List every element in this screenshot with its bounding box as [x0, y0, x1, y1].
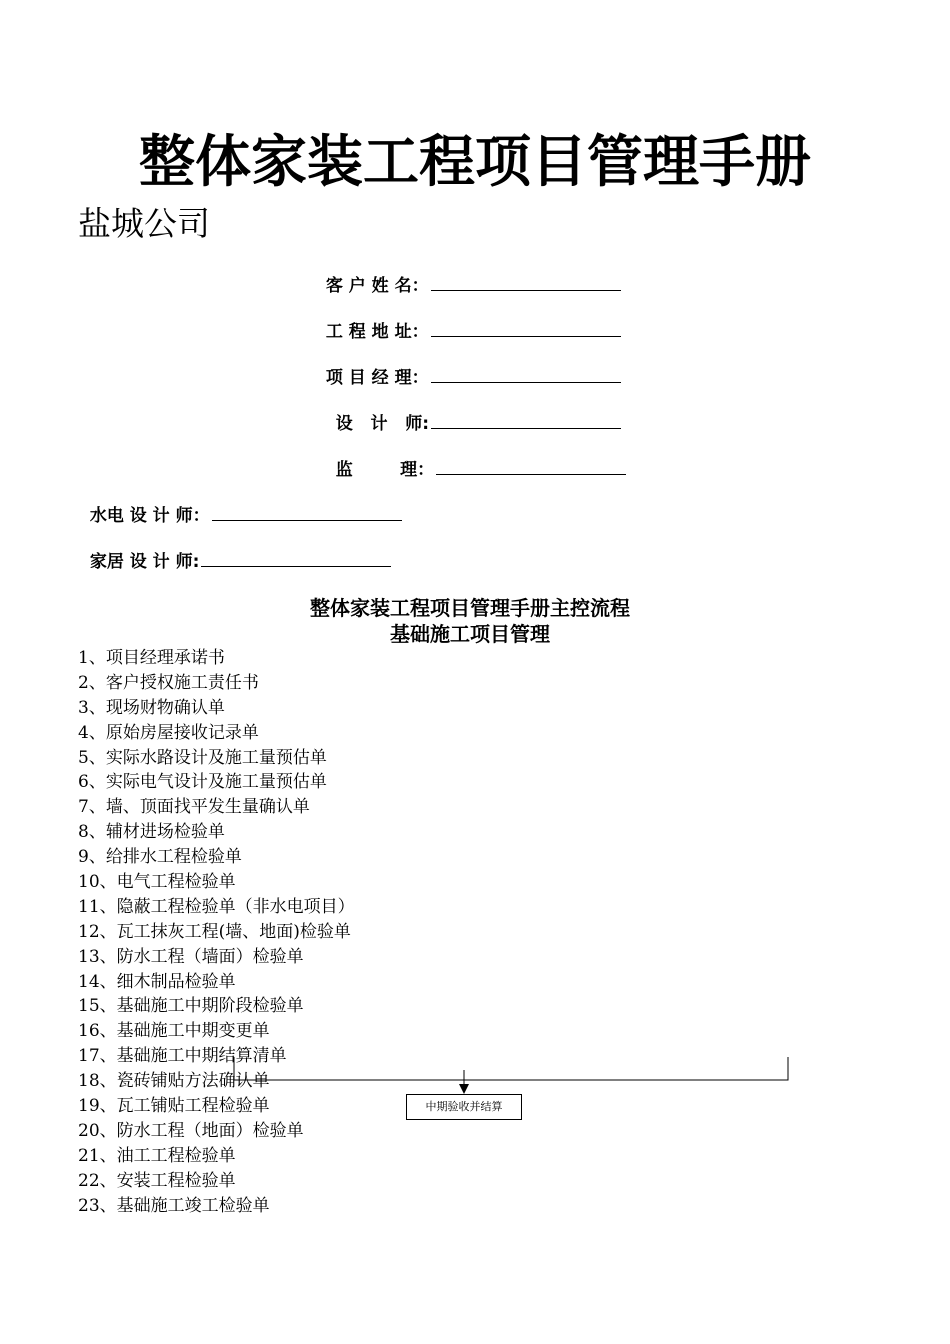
settlement-box: 中期验收并结算	[406, 1094, 522, 1120]
project-manager-label: 项 目 经 理：	[325, 368, 429, 388]
list-item: 14、细木制品检验单	[78, 971, 236, 992]
designer-blank[interactable]	[431, 411, 621, 429]
plumbing-designer-field	[78, 479, 402, 528]
list-item: 21、油工工程检验单	[78, 1145, 236, 1166]
supervisor-label: 监 理：	[329, 460, 435, 480]
list-item: 6、实际电气设计及施工量预估单	[78, 772, 327, 793]
list-item: 12、瓦工抹灰工程(墙、地面)检验单	[78, 921, 351, 942]
project-address-field	[314, 295, 621, 344]
list-item: 1、项目经理承诺书	[78, 648, 225, 668]
designer-field	[318, 387, 621, 436]
list-item: 2、客户授权施工责任书	[78, 672, 259, 693]
list-item: 23、基础施工竣工检验单	[78, 1195, 270, 1216]
plumbing-designer-blank[interactable]	[212, 503, 402, 521]
plumbing-designer-label: 水电 设 计 师：	[89, 506, 210, 526]
list-item: 7、墙、顶面找平发生量确认单	[78, 797, 310, 818]
list-item: 16、基础施工中期变更单	[78, 1021, 270, 1042]
list-item: 9、给排水工程检验单	[78, 847, 242, 868]
flow-title: 整体家装工程项目管理手册主控流程	[310, 596, 630, 620]
home-designer-field	[78, 525, 391, 574]
project-manager-field	[314, 341, 621, 390]
list-item: 17、基础施工中期结算清单	[78, 1046, 287, 1067]
list-item: 11、隐蔽工程检验单（非水电项目）	[78, 896, 355, 917]
list-item: 4、原始房屋接收记录单	[78, 722, 259, 743]
project-address-label: 工 程 地 址：	[325, 322, 429, 342]
flow-item-list	[78, 646, 355, 1218]
list-item: 18、瓷砖铺贴方法确认单	[78, 1071, 270, 1092]
customer-name-field	[314, 249, 621, 298]
project-address-blank[interactable]	[431, 319, 621, 337]
designer-label: 设 计 师:	[329, 414, 430, 434]
list-item: 10、电气工程检验单	[78, 872, 236, 893]
customer-name-label: 客 户 姓 名：	[325, 276, 429, 296]
home-designer-label: 家居 设 计 师:	[89, 552, 200, 572]
supervisor-field	[318, 433, 626, 482]
list-item: 3、现场财物确认单	[78, 697, 225, 718]
list-item: 5、实际水路设计及施工量预估单	[78, 747, 327, 768]
company-name: 盐城公司	[78, 204, 210, 243]
home-designer-blank[interactable]	[201, 549, 391, 567]
list-item: 8、辅材进场检验单	[78, 822, 225, 843]
list-item: 15、基础施工中期阶段检验单	[78, 996, 304, 1017]
document-title: 整体家装工程项目管理手册	[139, 130, 811, 195]
project-manager-blank[interactable]	[431, 365, 621, 383]
flow-subtitle: 基础施工项目管理	[390, 622, 550, 646]
customer-name-blank[interactable]	[431, 273, 621, 291]
arrow-down-icon	[459, 1084, 469, 1094]
list-item: 13、防水工程（墙面）检验单	[78, 946, 304, 967]
list-item: 19、瓦工铺贴工程检验单	[78, 1096, 270, 1117]
list-item: 22、安装工程检验单	[78, 1170, 236, 1191]
list-item: 20、防水工程（地面）检验单	[78, 1120, 304, 1141]
supervisor-blank[interactable]	[436, 457, 626, 475]
